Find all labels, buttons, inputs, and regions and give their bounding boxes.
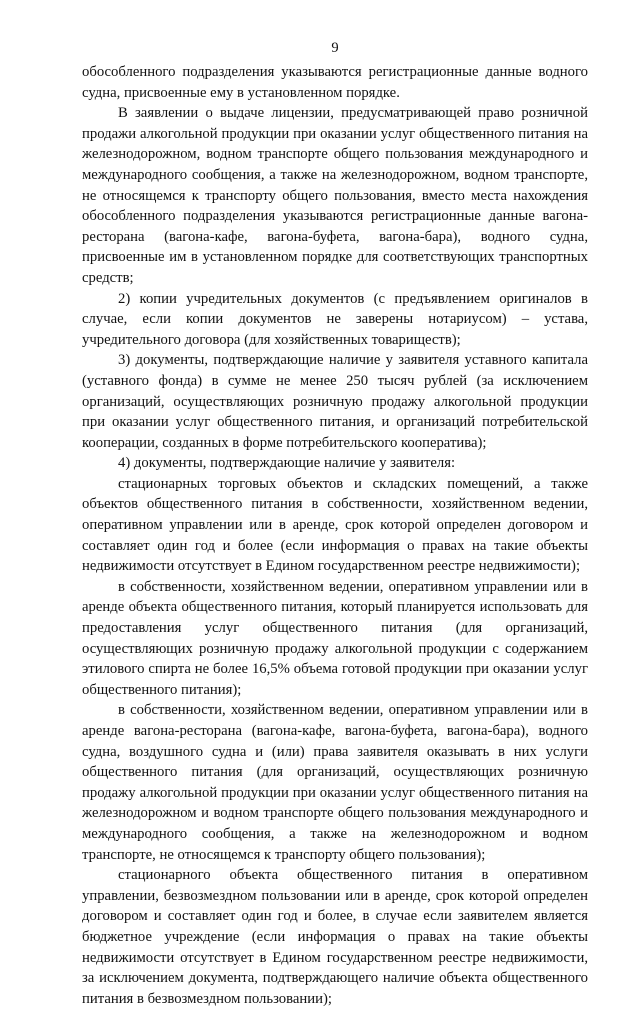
paragraph-8: в собственности, хозяйственном ведении, оперативном управлении или в аренде вагона-ресторана (вагона-кафе, вагона-буфета, вагона-бара), водного судна, воздушного судна и (или) права заявителя оказывать в них услуги общественного питания (для организаций, осуществляющих розничную продажу алкогольной продукции при оказании услуг общественного питания на железнодорожном и водном транспорте общего пользования международного и международного сообщения, а также на железнодорожном и водном транспорте, не относящемся к транспорту общего пользования); <box>82 702 588 863</box>
paragraph-1: обособленного подразделения указываются регистрационные данные водного судна, присвоенные ему в установленном порядке. <box>82 64 588 101</box>
paragraph-6: стационарных торговых объектов и складских помещений, а также объектов общественного питания в собственности, хозяйственном ведении, оперативном управлении или в аренде, срок которой определен договором и составляет один год и более (если информация о правах на такие объекты недвижимости отсутствует в Едином государственном реестре недвижимости); <box>82 475 588 575</box>
paragraph-4: 3) документы, подтверждающие наличие у заявителя уставного капитала (уставного фонда) в сумме не менее 250 тысяч рублей (за исключением организаций, осуществляющих розничную продажу алкогольной продукции при оказании услуг общественного питания, и организаций потребительской кооперации, созданных в форме потребительского кооператива); <box>82 352 588 451</box>
paragraph-9: стационарного объекта общественного питания в оперативном управлении, безвозмездном пользовании или в аренде, срок которой определен договором и составляет один год и более, в случае если заявителем является бюджетное учреждение (если информация о правах на такие объекты недвижимости отсутствует в Едином государственном реестре недвижимости, за исключением документа, подтверждающего наличие объекта общественного питания в безвозмездном пользовании); <box>82 867 588 1007</box>
page-number: 9 <box>331 40 339 56</box>
paragraph-7: в собственности, хозяйственном ведении, оперативном управлении или в аренде объекта общественного питания, который планируется использовать для предоставления услуг общественного питания (для организаций, осуществляющих розничную продажу алкогольной продукции с содержанием этилового спирта не более 16,5% объема готовой продукции при оказании услуг общественного питания); <box>82 578 588 698</box>
paragraph-3: 2) копии учредительных документов (с предъявлением оригиналов в случае, если копии документов не заверены нотариусом) – устава, учредительного договора (для хозяйственных товариществ); <box>82 290 588 348</box>
paragraph-5: 4) документы, подтверждающие наличие у заявителя: <box>118 455 456 472</box>
document-body <box>82 62 588 1009</box>
paragraph-2: В заявлении о выдаче лицензии, предусматривающей право розничной продажи алкогольной продукции при оказании услуг общественного питания на железнодорожном, водном транспорте общего пользования международного и международного сообщения, а также на железнодорожном, водном транспорте, не относящемся к транспорту общего пользования, вместо места нахождения обособленного подразделения указываются регистрационные данные вагона-ресторана (вагона-кафе, вагона-буфета, вагона-бара), водного судна, присвоенные им в установленном порядке для соответствующих транспортных средств; <box>82 105 588 286</box>
